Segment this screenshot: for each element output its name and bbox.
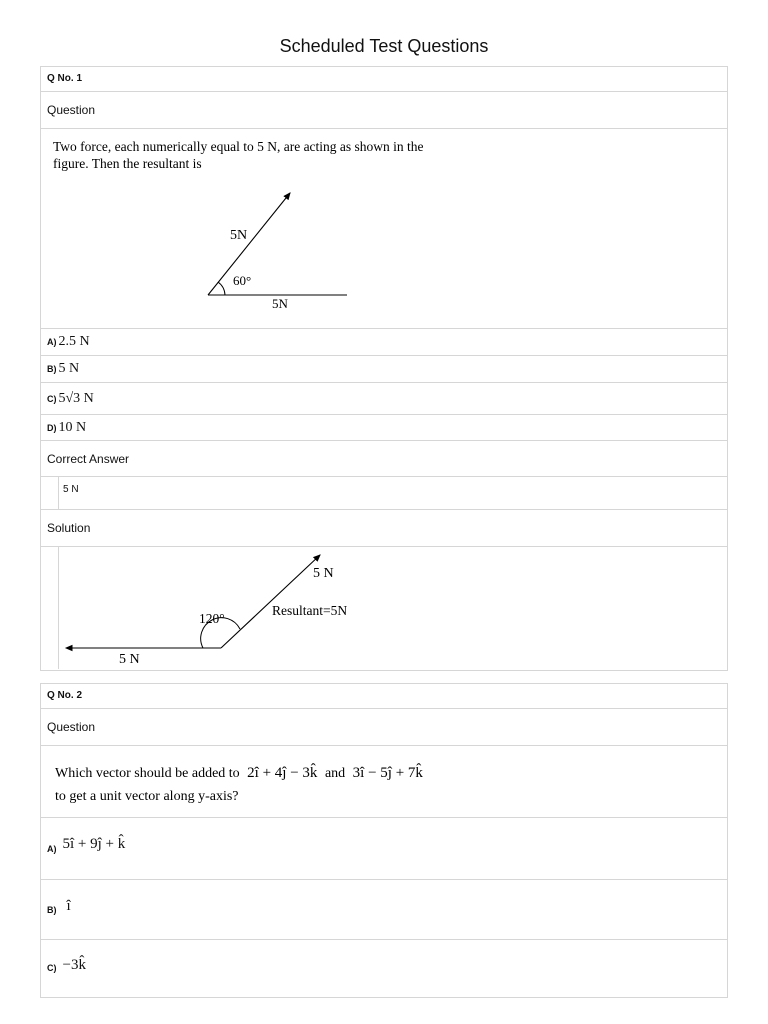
solution-label-top: 5 N bbox=[313, 566, 334, 581]
option-b[interactable]: B) î bbox=[41, 880, 727, 940]
option-d[interactable]: D) 10 N bbox=[41, 415, 727, 441]
option-a[interactable]: A) 2.5 N bbox=[41, 329, 727, 356]
option-b[interactable]: B) 5 N bbox=[41, 356, 727, 383]
option-c[interactable]: C) 5√3 N bbox=[41, 383, 727, 415]
page-title: Scheduled Test Questions bbox=[279, 36, 489, 56]
question-number: Q No. 1 bbox=[41, 67, 727, 92]
question-1-card bbox=[40, 66, 728, 671]
vector-expression-2: 3î − 5ĵ + 7k̂ bbox=[352, 765, 423, 781]
solution-content bbox=[41, 547, 727, 669]
option-a[interactable]: A) 5î + 9ĵ + k̂ bbox=[41, 818, 727, 880]
correct-answer-value: 5 N bbox=[63, 484, 79, 495]
label-force-top: 5N bbox=[230, 228, 248, 243]
solution-vector-angled bbox=[221, 555, 320, 648]
correct-answer-label: Correct Answer bbox=[41, 441, 727, 477]
question-text: Two force, each numerically equal to 5 N, are acting as shown in the figure. Then the resultant is bbox=[53, 139, 424, 171]
solution-label-resultant: Resultant=5N bbox=[272, 603, 348, 618]
solution-label: Solution bbox=[41, 510, 727, 547]
solution-label-angle: 120° bbox=[199, 611, 225, 626]
force-diagram bbox=[41, 129, 729, 329]
label-force-bottom: 5N bbox=[272, 296, 288, 311]
angle-arc bbox=[218, 282, 225, 295]
option-c[interactable]: C) −3k̂ bbox=[47, 956, 86, 973]
question-content bbox=[41, 129, 727, 329]
vector-expression-1: 2î + 4ĵ − 3k̂ bbox=[247, 765, 318, 781]
question-label: Question bbox=[41, 92, 727, 129]
question-label: Question bbox=[41, 709, 727, 746]
solution-label-left: 5 N bbox=[119, 652, 140, 667]
question-number: Q No. 2 bbox=[41, 684, 727, 709]
question-content bbox=[41, 746, 727, 818]
question-text: Which vector should be added to 2î + 4ĵ − 3k̂ and 3î − 5ĵ + 7k̂ to get a unit vector along y-axis? bbox=[55, 765, 423, 804]
question-2-card bbox=[40, 683, 728, 998]
solution-diagram bbox=[41, 547, 729, 669]
label-angle: 60° bbox=[233, 273, 252, 288]
correct-answer-row bbox=[41, 477, 727, 510]
